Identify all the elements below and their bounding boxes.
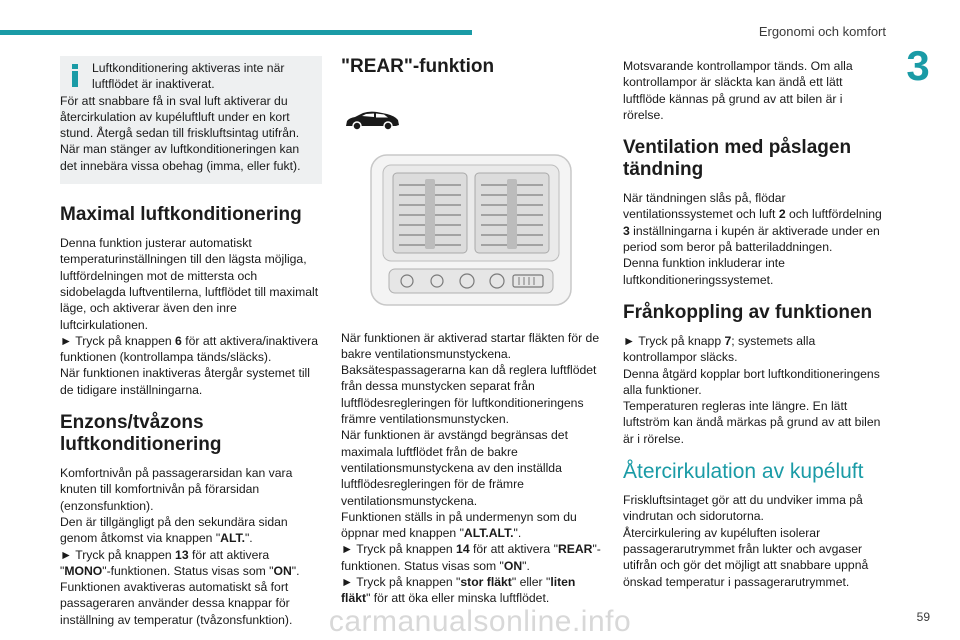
disconnect-instruction: ► Tryck på knapp 7; systemets alla kontrollampor släcks. — [623, 333, 816, 365]
rear-desc-2: Baksätespassagerarna kan då reglera luftflödet från dessa munstycken separat från luftflödesregleringen för luftkonditioneringens främre ventilationsmunstycken. — [341, 363, 597, 427]
heading-max-ac: Maximal luftkonditionering — [60, 204, 302, 226]
rear-car-icon — [343, 109, 401, 133]
zone-access: Den är tillgängligt på den sekundära sidan genom åtkomst via knappen "ALT.". — [60, 514, 288, 546]
section-title: Ergonomi och komfort — [758, 24, 886, 39]
recirc-desc-1: Friskluftsintaget gör att du undviker imma på vindrutan och sidorutorna. — [623, 493, 863, 524]
disconnect-desc: Denna åtgärd kopplar bort luftkonditioneringens alla funktioner. — [623, 366, 880, 397]
recirc-desc-2: Återcirkulering av kupéluften isolerar passagerarutrymmet från lukter och avgaser utifrån och gör det möjligt att snabbare uppnå önskad temperatur i passagerarutrymmet. — [623, 525, 869, 589]
column-middle — [341, 56, 606, 607]
heading-disconnect: Frånkoppling av funktionen — [623, 301, 873, 323]
heading-rear: "REAR"-funktion — [341, 56, 495, 77]
info-box — [60, 56, 322, 184]
max-ac-instruction: ► Tryck på knappen 6 för att aktivera/inaktivera funktionen (kontrollampa tänds/släcks). — [60, 333, 318, 365]
column-right — [623, 58, 885, 590]
heading-zone-ac: Enzons/tvåzons luftkonditionering — [60, 412, 222, 456]
indicator-note: Motsvarande kontrollampor tänds. Om alla kontrollampor är släckta kan ändå ett lätt luftflöde kännas på grund av att bilen är i rörelse. — [623, 59, 853, 122]
disconnect-note: Temperaturen regleras inte längre. En lätt luftström kan ändå märkas på grund av att bilen är i rörelse. — [623, 399, 881, 446]
zone-note: Funktionen avaktiveras automatiskt så fort passageraren använder dessa knappar för inställning av temperatur (tvåzonsfunktion). — [60, 580, 293, 627]
max-ac-desc: Denna funktion justerar automatiskt temperaturinställningen till den lägsta möjliga, luftfördelningen mot de mittersta och sidobelagda luftventilerna, luftflödet till maximalt läge, och aktiverar även den inre luftcirkulationen. — [60, 236, 319, 332]
heading-ventilation: Ventilation med påslagen tändning — [623, 137, 852, 181]
rear-instruction-2: ► Tryck på knappen "stor fläkt" eller "liten fläkt" för att öka eller minska luftflödet. — [341, 575, 576, 606]
column-left — [60, 56, 322, 628]
rear-instruction-1: ► Tryck på knappen 14 för att aktivera "REAR"-funktionen. Status visas som "ON". — [341, 542, 601, 573]
rear-desc-3: När funktionen är avstängd begränsas det maximala luftflödet från de bakre ventilationsmunstyckena av den inställda luftflödesregleringen för de främre ventilationsmunstyckena. — [341, 428, 568, 508]
watermark-logo: carmanualsonline.info — [328, 605, 632, 638]
heading-recirculation: Återcirkulation av kupéluft — [623, 460, 864, 484]
max-ac-note: När funktionen inaktiveras återgår systemet till de tidigare inställningarna. — [60, 366, 310, 397]
ventilation-note: Denna funktion inkluderar inte luftkonditioneringssystemet. — [623, 256, 785, 287]
header-accent-bar — [0, 30, 472, 35]
chapter-number: 3 — [906, 42, 930, 89]
info-icon — [70, 64, 80, 88]
info-text-rest: För att snabbare få in sval luft aktiverar du återcirkulation av kupéluftluft under en kort stund. Återgå sedan till friskluftsintag utifrån. När man stänger av luftkonditioneringen kan det innebära vissa obehag (imma, eller fukt). — [60, 93, 301, 173]
rear-vent-panel-illustration — [363, 151, 578, 309]
page-number: 59 — [916, 610, 930, 624]
rear-submenu: Funktionen ställs in på undermenyn som du öppnar med knappen "ALT.ALT.". — [341, 509, 577, 541]
zone-desc: Komfortnivån på passagerarsidan kan vara knuten till komfortnivån på förarsidan (enzonsfunktion). — [60, 466, 293, 513]
info-text-first: Luftkonditionering aktiveras inte när luftflödet är inaktiverat. — [92, 61, 285, 92]
ventilation-desc: När tändningen slås på, flödar ventilationssystemet och luft 2 och luftfördelning 3 inställningarna i kupén är aktiverade under en period som beror på batteriladdningen. — [623, 191, 882, 255]
zone-instruction: ► Tryck på knappen 13 för att aktivera "MONO"-funktionen. Status visas som "ON". — [60, 547, 300, 578]
rear-desc-1: När funktionen är aktiverad startar fläkten för de bakre ventilationsmunstyckena. — [341, 330, 600, 361]
